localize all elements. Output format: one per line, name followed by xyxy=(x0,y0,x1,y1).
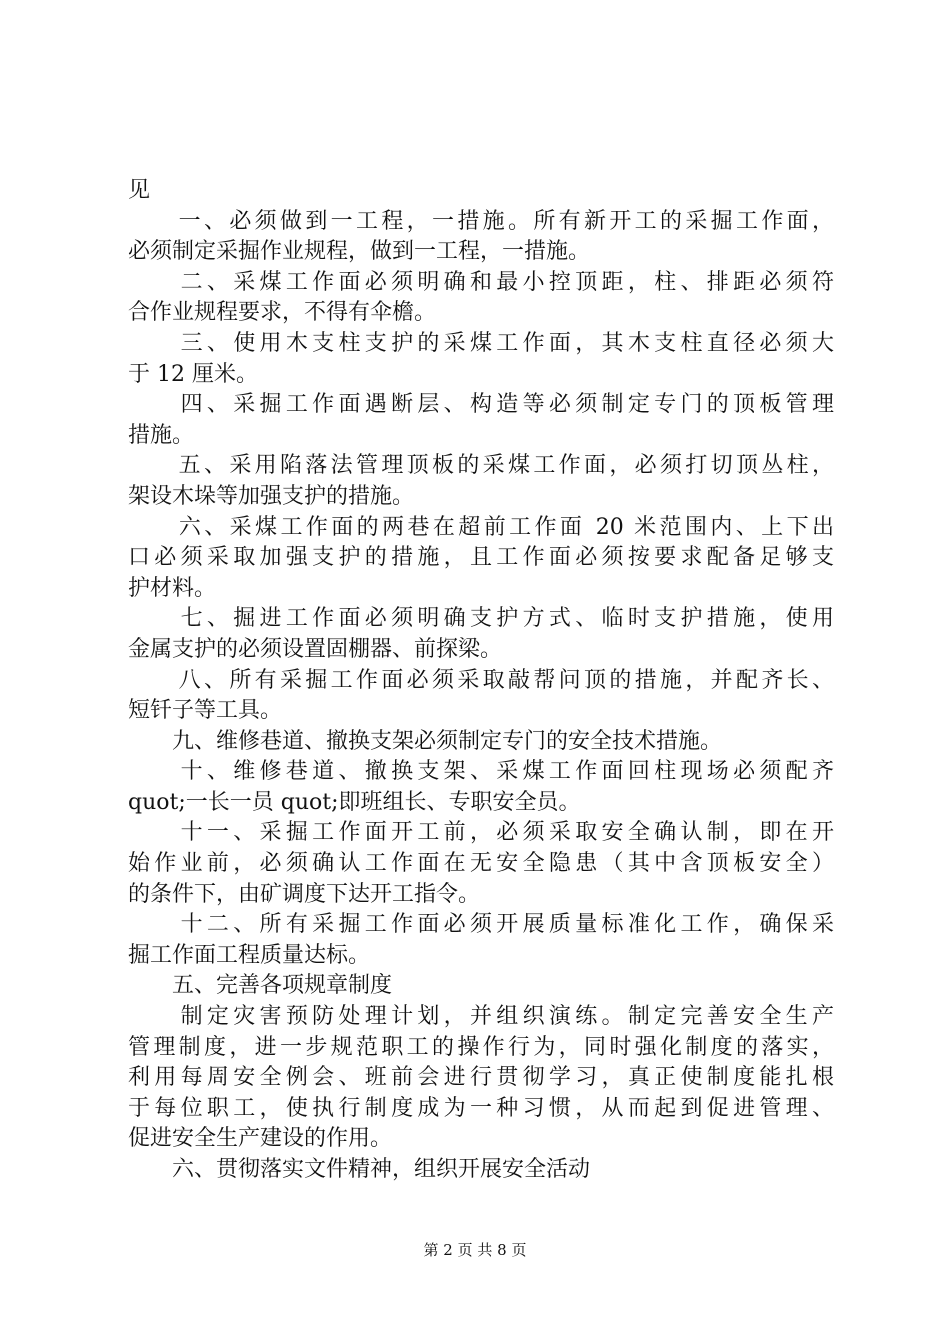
text-line: 护材料。 xyxy=(128,575,217,601)
text-line: 八、所有采掘工作面必须采取敲帮问顶的措施，并配齐长、 xyxy=(128,667,834,693)
text-line: 二、采煤工作面必须明确和最小控顶距，柱、排距必须符 xyxy=(128,269,834,295)
text-line: 九、维修巷道、撤换支架必须制定专门的安全技术措施。 xyxy=(128,728,723,754)
text-line: 五、采用陷落法管理顶板的采煤工作面，必须打切顶丛柱， xyxy=(128,453,834,479)
text-line: 五、完善各项规章制度 xyxy=(128,973,393,999)
document-body xyxy=(128,176,834,1186)
text-line: 促进安全生产建设的作用。 xyxy=(128,1126,393,1152)
text-line: 合作业规程要求，不得有伞檐。 xyxy=(128,300,437,326)
text-line: 措施。 xyxy=(128,422,195,448)
text-line: 十一、采掘工作面开工前，必须采取安全确认制，即在开 xyxy=(128,820,834,846)
text-line: 金属支护的必须设置固棚器、前探梁。 xyxy=(128,636,503,662)
page-footer: 第 2 页 共 8 页 xyxy=(423,1241,527,1259)
text-line: 口必须采取加强支护的措施，且工作面必须按要求配备足够支 xyxy=(128,545,834,571)
text-line: 短钎子等工具。 xyxy=(128,698,283,724)
text-line: 十二、所有采掘工作面必须开展质量标准化工作，确保采 xyxy=(128,912,834,938)
text-line: 六、采煤工作面的两巷在超前工作面 20 米范围内、上下出 xyxy=(128,514,834,540)
text-line: 三、使用木支柱支护的采煤工作面，其木支柱直径必须大 xyxy=(128,330,834,356)
text-line: 架设木垛等加强支护的措施。 xyxy=(128,483,415,509)
text-line: 的条件下，由矿调度下达开工指令。 xyxy=(128,881,481,907)
text-line: 必须制定采掘作业规程，做到一工程，一措施。 xyxy=(128,239,591,265)
text-line: 掘工作面工程质量达标。 xyxy=(128,942,371,968)
text-line: 四、采掘工作面遇断层、构造等必须制定专门的顶板管理 xyxy=(128,392,834,418)
text-line: 制定灾害预防处理计划，并组织演练。制定完善安全生产 xyxy=(128,1004,834,1030)
text-line: 管理制度，进一步规范职工的操作行为，同时强化制度的落实， xyxy=(128,1034,834,1060)
text-line: 七、掘进工作面必须明确支护方式、临时支护措施，使用 xyxy=(128,606,834,632)
text-line: 于 12 厘米。 xyxy=(128,361,258,387)
text-line: 利用每周安全例会、班前会进行贯彻学习，真正使制度能扎根 xyxy=(128,1065,834,1091)
text-line: 于每位职工，使执行制度成为一种习惯，从而起到促进管理、 xyxy=(128,1095,834,1121)
text-line: 一、必须做到一工程，一措施。所有新开工的采掘工作面， xyxy=(128,208,834,234)
text-line: quot;一长一员 quot;即班组长、专职安全员。 xyxy=(128,789,581,815)
text-line: 六、贯彻落实文件精神，组织开展安全活动 xyxy=(128,1157,591,1182)
text-line: 十、维修巷道、撤换支架、采煤工作面回柱现场必须配齐 xyxy=(128,759,834,785)
text-line: 始作业前，必须确认工作面在无安全隐患（其中含顶板安全） xyxy=(128,851,834,877)
text-line: 见 xyxy=(128,178,151,203)
